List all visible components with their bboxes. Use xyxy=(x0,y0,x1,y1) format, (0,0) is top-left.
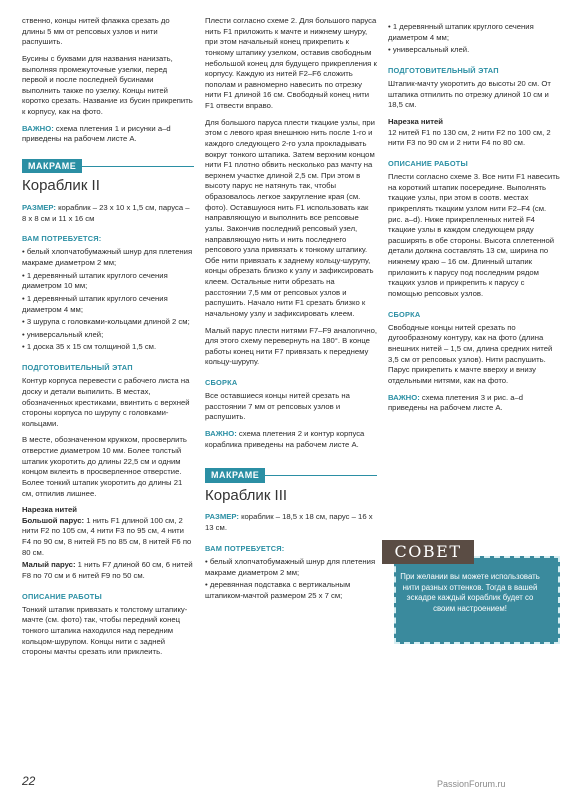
work-paragraph: Плести согласно схеме 3. Все нити F1 навесить на короткий штапик посередине. Выполнять ткацкие узлы, при этом в соотв. местах прикреплять ткацким узлом нити F2–F4 (см. рис. а–d). Ниже прикрепленных нитей F4 ткацкие узлы в каждом следующем ряду расширять в обе стороны. Высота сплетенной детали должна составлять 13 см, ширина по нижнему краю – 16 см. Длинный штапик приложить к парусу под последним рядом ткацких узлов и прикрепить к парусу с помощью репсовых узлов. xyxy=(388,172,560,298)
prep-paragraph-2: В месте, обозначенном кружком, просверлить отверстие диаметром 10 мм. Более толстый штапик укоротить до длины 22,5 см и одним концом вклеить в просверленное отверстие. Более тонкий штапик укоротить до длины 21 см, отпилив лишнее. xyxy=(22,435,187,498)
size-text: кораблик – 18,5 х 18 см, парус – 16 х 13 см. xyxy=(205,512,373,533)
section-header-ship-3 xyxy=(205,468,377,506)
section-header-ship-2 xyxy=(22,159,194,197)
note-label: ВАЖНО: xyxy=(205,429,237,439)
big-sail-label: Большой парус: xyxy=(22,515,85,525)
macrame-tag: МАКРАМЕ xyxy=(22,159,82,173)
list-item: • 1 деревянный штапик круглого сечения диаметром 4 мм; xyxy=(388,22,534,42)
list-item: • 1 деревянный штапик круглого сечения диаметром 10 мм; xyxy=(22,270,168,291)
size-label: РАЗМЕР: xyxy=(205,512,239,522)
small-sail-label: Малый парус: xyxy=(22,560,76,570)
work-heading: ОПИСАНИЕ РАБОТЫ xyxy=(388,158,468,168)
materials-list xyxy=(22,247,194,353)
note-text: схема плетения 2 и контур корпуса кораблика приведены на рабочем листе А. xyxy=(205,429,365,449)
cut-paragraph: 12 нитей F1 по 130 см, 2 нити F2 по 100 см, 2 нити F3 по 90 см и 2 нити F4 по 80 см. xyxy=(388,127,551,148)
note-2 xyxy=(205,429,377,450)
big-sail-text: 1 нить F1 длиной 100 см, 2 нити F2 по 105 см, 4 нити F3 по 95 см, 4 нити F4 по 90 см, 8 нитей F5 по 85 см, 8 нитей F6 по 80 см. xyxy=(22,515,192,557)
assembly-paragraph: Все оставшиеся концы нитей срезать на расстоянии 7 мм от репсовых узлов и распушить. xyxy=(205,391,350,422)
materials-list-continued xyxy=(388,22,560,56)
size-paragraph xyxy=(22,203,194,224)
advice-callout xyxy=(382,540,562,650)
section-title: Кораблик II xyxy=(22,177,100,195)
pattern-paragraph-2: Для большого паруса плести ткацкие узлы, при этом с левого края внешнюю нить после 1-го и каждого следующего 2-го узла прокладывать вокруг тонкого штапика. Затем верхним концом нити F1 плотно обвить несколько раз мачту на верхнем участке длиной 2,5 см. При этом в высоту парус не натянуть так, чтобы образовалось легкое закругление края (см. фото). Оставшуюся нить F1 использовать как направляющую и выполнить все репсовые узлы. Закончив последний репсовый узел, направляющую нить и нить последнего репсового узла привязать к тонкому штапику. Обе нити привязать к заднему кольцу-шурупу, концы обрезать близко к узлу и зафиксировать клеем. Остальные нити обрезать на расстоянии 7,5 мм от репсовых узлов и распушить. Начало нити F1 срезать близко к начальному узлу и зафиксировать клеем. xyxy=(205,117,375,318)
prep-paragraph: Штапик-мачту укоротить до высоты 20 см. От штапика отпилить по отрезку длиной 10 см и 18,5 см. xyxy=(388,79,551,110)
materials-list xyxy=(205,557,377,602)
size-text: кораблик – 23 х 10 х 1,5 см, паруса – 8 х 8 см и 11 х 16 см xyxy=(22,202,190,223)
advice-title: СОВЕТ xyxy=(382,540,474,564)
assembly-heading: СБОРКА xyxy=(388,309,421,319)
cut-heading: Нарезка нитей xyxy=(388,116,444,126)
prep-heading: ПОДГОТОВИТЕЛЬНЫЙ ЭТАП xyxy=(388,65,499,75)
note-label: ВАЖНО: xyxy=(22,123,54,133)
assembly-paragraph: Свободные концы нитей срезать по дугообразному контуру, как на фото (длина внешних нитей – 1,5 см, длина средних нитей 3,5 см от репсовых узлов). Нити распушить. Парус прикрепить к мачте вверху и внизу отдельными нитями, как на фото. xyxy=(388,322,553,385)
note-text: схема плетения 3 и рис. а–d приведены на рабочем листе А. xyxy=(388,392,524,413)
advice-text: При желании вы можете использовать нити разных оттенков. Тогда в вашей эскадре каждый кораблик будет со своим настроением! xyxy=(400,572,540,613)
section-title: Кораблик III xyxy=(205,486,288,504)
list-item: • 1 доска 35 х 15 см толщиной 1,5 см. xyxy=(22,342,157,352)
list-item: • белый хлопчатобумажный шнур для плетения макраме диаметром 2 мм; xyxy=(205,556,376,577)
list-item: • универсальный клей. xyxy=(388,45,470,55)
intro-paragraph: ственно, концы нитей флажка срезать до длины 5 мм от репсовых узлов и нити распушить. xyxy=(22,16,170,47)
cut-heading: Нарезка нитей xyxy=(22,505,78,515)
column-middle xyxy=(205,16,377,607)
macrame-tag: МАКРАМЕ xyxy=(205,468,265,482)
beads-paragraph: Бусины с буквами для названия нанизать, выполняя промежуточные узелки, перед первой и после последней бусинами выполнить также по узелку. Концы нитей коротко срезать. Название из бусин прикрепить к корпусу, как на фото. xyxy=(22,53,193,116)
note-label: ВАЖНО: xyxy=(388,392,420,402)
prep-paragraph-1: Контур корпуса перевести с рабочего листа на доску и детали выпилить. В местах, обозначенных крестиками, ввинтить с верхней стороны корпуса по шурупу с головками-кольцами. xyxy=(22,376,190,428)
work-paragraph: Тонкий штапик привязать к толстому штапику-мачте (см. фото) так, чтобы передний конец тонкого штапика находился над передним кольцом-шурупом. Концы нити с задней стороны мачты срезать или приклеить. xyxy=(22,604,188,657)
size-paragraph xyxy=(205,512,377,533)
column-left xyxy=(22,16,194,664)
small-sail-text: 1 нить F7 длиной 60 см, 6 нитей F8 по 70 см и 6 нитей F9 по 50 см. xyxy=(22,560,193,580)
list-item: • 3 шурупа с головками-кольцами длиной 2 см; xyxy=(22,317,190,327)
small-sail-cut xyxy=(22,560,194,581)
note-text: схема плетения 1 и рисунки а–d приведены на рабочем листе А. xyxy=(22,123,171,144)
column-right xyxy=(388,22,560,420)
pattern-paragraph-1: Плести согласно схеме 2. Для большого паруса нить F1 приложить к мачте и нижнему шнуру, при этом начальный конец прикрепить к тонкому штапику узелком, оставив свободным небольшой конец для будущего прикрепления к корпусу. Каждую из нитей F2–F6 сложить пополам и равномерно навесить по отрезку нити F1 длиной 16 см. Свободный конец нити F1 отвести вправо. xyxy=(205,16,377,110)
work-heading: ОПИСАНИЕ РАБОТЫ xyxy=(22,591,102,601)
pattern-paragraph-3: Малый парус плести нитями F7–F9 аналогично, для этого схему перевернуть на 180°. В конце работы конец нити F7 привязать к переднему кольцу-шурупу. xyxy=(205,325,377,367)
note-3 xyxy=(388,393,560,414)
materials-heading: ВАМ ПОТРЕБУЕТСЯ: xyxy=(205,543,285,553)
note-1 xyxy=(22,124,194,145)
prep-heading: ПОДГОТОВИТЕЛЬНЫЙ ЭТАП xyxy=(22,363,133,373)
size-label: РАЗМЕР: xyxy=(22,202,56,212)
watermark: PassionForum.ru xyxy=(437,779,506,789)
page-number: 22 xyxy=(22,774,36,788)
materials-heading: ВАМ ПОТРЕБУЕТСЯ: xyxy=(22,234,102,244)
list-item: • 1 деревянный штапик круглого сечения диаметром 4 мм; xyxy=(22,293,168,314)
assembly-heading: СБОРКА xyxy=(205,378,238,387)
big-sail-cut xyxy=(22,516,194,559)
list-item: • универсальный клей; xyxy=(22,329,104,339)
list-item: • белый хлопчатобумажный шнур для плетения макраме диаметром 2 мм; xyxy=(22,247,193,268)
list-item: • деревянная подставка с вертикальным штапиком-мачтой размером 25 х 7 см; xyxy=(205,580,351,600)
